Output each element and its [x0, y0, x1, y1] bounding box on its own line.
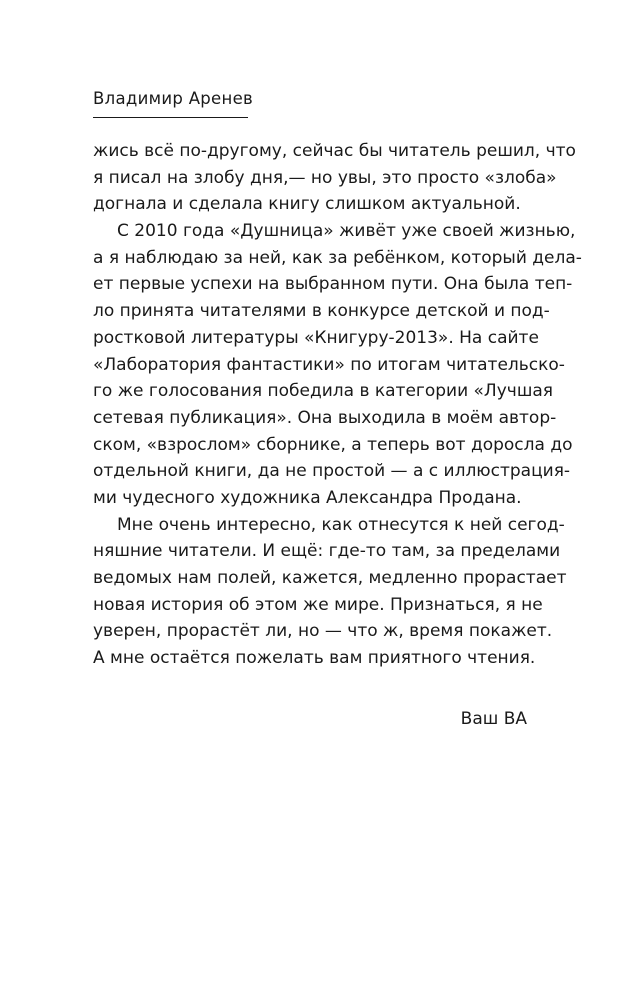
text-line: отдельной книги, да не простой — а с иллюстрация-	[93, 461, 571, 482]
paragraph	[93, 512, 567, 672]
text-line: догнала и сделала книгу слишком актуальной.	[93, 194, 521, 215]
text-line: новая история об этом же мире. Признаться, я не	[93, 594, 543, 615]
text-line: «Лаборатория фантастики» по итогам читательско-	[93, 354, 565, 375]
body-text	[93, 138, 582, 672]
text-line: няшние читатели. И ещё: где-то там, за пределами	[93, 541, 561, 562]
text-line: А мне остаётся пожелать вам приятного чтения.	[93, 648, 536, 669]
running-head-rule	[93, 117, 248, 118]
text-line: сетевая публикация». Она выходила в моём автор-	[93, 407, 557, 428]
text-line: С 2010 года «Душница» живёт уже своей жизнью,	[117, 221, 576, 242]
text-line: а я наблюдаю за ней, как за ребёнком, который дела-	[93, 247, 582, 268]
text-line: я писал на злобу дня,— но увы, это просто «злоба»	[93, 167, 557, 188]
signature: Ваш ВА	[460, 709, 527, 729]
text-line: Мне очень интересно, как отнесутся к ней сегод-	[117, 514, 565, 535]
text-line: ведомых нам полей, кажется, медленно прорастает	[93, 568, 567, 588]
text-line: го же голосования победила в категории «Лучшая	[93, 381, 554, 402]
paragraph	[93, 218, 582, 512]
text-line: ростковой литературы «Книгуру-2013». На сайте	[93, 327, 539, 348]
text-line: ми чудесного художника Александра Продана.	[93, 487, 522, 508]
text-line: ском, «взрослом» сборнике, а теперь вот доросла до	[93, 434, 573, 455]
text-line: ет первые успехи на выбранном пути. Она была теп-	[93, 274, 573, 295]
running-head: Владимир Аренев	[93, 89, 254, 108]
text-line: уверен, прорастёт ли, но — что ж, время покажет.	[93, 621, 553, 642]
text-line: ло принята читателями в конкурсе детской и под-	[93, 301, 550, 322]
text-line: жись всё по-другому, сейчас бы читатель решил, что	[93, 141, 576, 161]
paragraph	[93, 138, 576, 218]
